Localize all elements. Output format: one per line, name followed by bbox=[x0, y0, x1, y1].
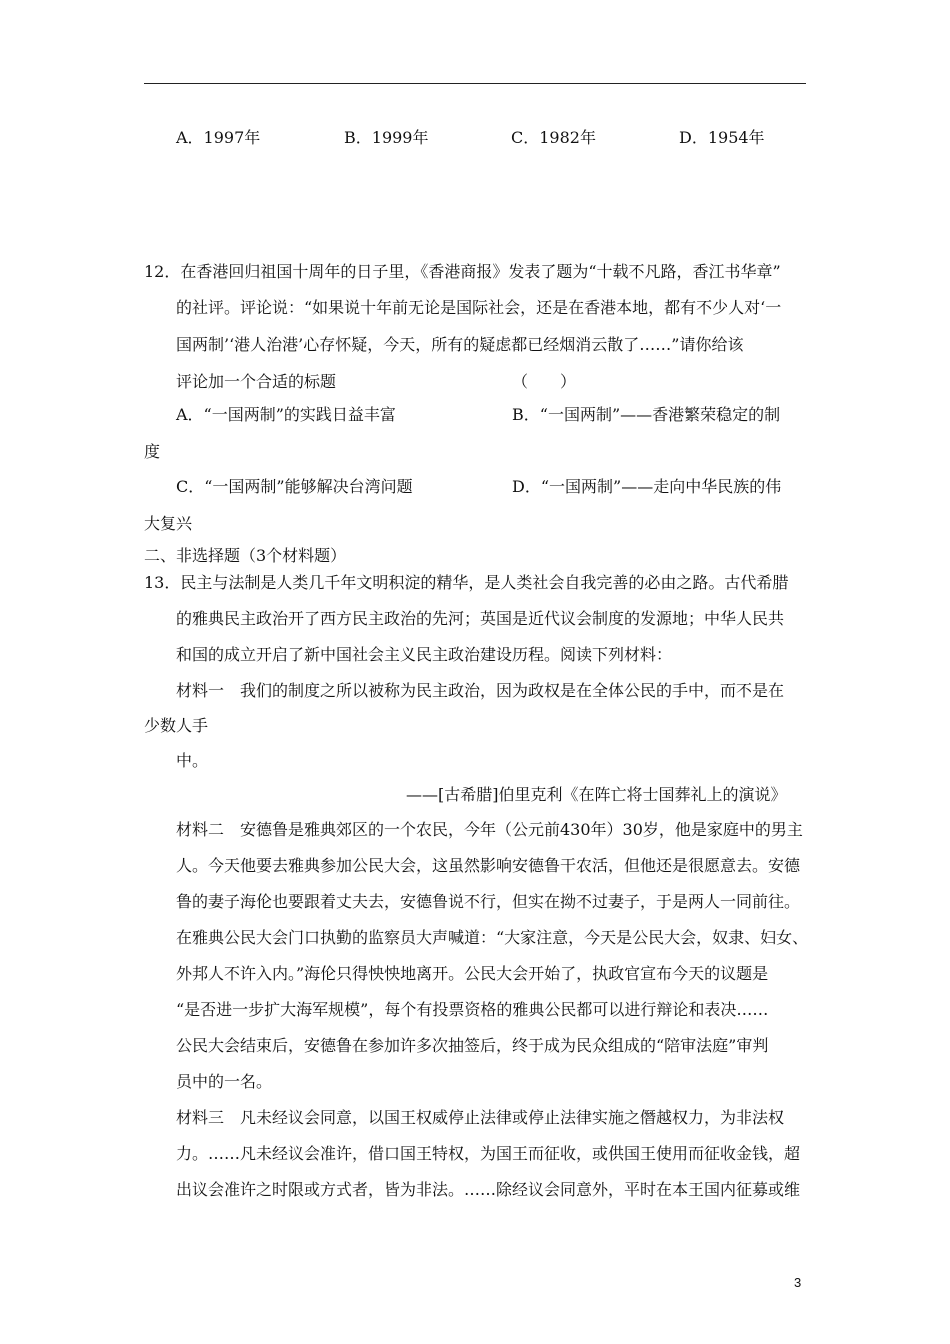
material-2-line: 公民大会结束后，安德鲁在参加许多次抽签后，终于成为民众组成的“陪审法庭”审判 bbox=[176, 1036, 769, 1055]
q11-option-c: C．1982年 bbox=[511, 128, 596, 147]
material-2-line: 外邦人不许入内。”海伦只得怏怏地离开。公民大会开始了，执政官宣布今天的议题是 bbox=[176, 964, 769, 983]
q12-option-a: A．“一国两制”的实践日益丰富 bbox=[176, 405, 396, 424]
q11-option-a: A．1997年 bbox=[176, 128, 261, 147]
q12-option-c: C．“一国两制”能够解决台湾问题 bbox=[176, 477, 413, 496]
q12-stem-line: 国两制’‘港人治港’心存怀疑，今天，所有的疑虑都已经烟消云散了……”请你给该 bbox=[176, 335, 744, 354]
q13-stem-line: 的雅典民主政治开了西方民主政治的先河；英国是近代议会制度的发源地；中华人民共 bbox=[176, 609, 785, 628]
material-2-line: “是否进一步扩大海军规模”，每个有投票资格的雅典公民都可以进行辩论和表决…… bbox=[176, 1000, 769, 1019]
material-1-line: 材料一 我们的制度之所以被称为民主政治，因为政权是在全体公民的手中，而不是在 bbox=[176, 681, 785, 700]
material-1-source: ——[古希腊]伯里克利《在阵亡将士国葬礼上的演说》 bbox=[406, 785, 787, 804]
q12-option-d-continued: 大复兴 bbox=[144, 514, 193, 533]
material-2-line: 在雅典公民大会门口执勤的监察员大声喊道：“大家注意，今天是公民大会，奴隶、妇女、 bbox=[176, 928, 809, 947]
q11-option-d: D．1954年 bbox=[679, 128, 765, 147]
q12-stem-line: 12．在香港回归祖国十周年的日子里，《香港商报》发表了题为“十载不凡路，香江书华章” bbox=[144, 262, 781, 281]
q13-stem-line: 13．民主与法制是人类几千年文明积淀的精华，是人类社会自我完善的必由之路。古代希腊 bbox=[144, 573, 789, 592]
q11-option-b: B．1999年 bbox=[344, 128, 429, 147]
material-1-line: 中。 bbox=[176, 751, 209, 770]
material-3-line: 材料三 凡未经议会同意，以国王权威停止法律或停止法律实施之僭越权力，为非法权 bbox=[176, 1108, 785, 1127]
q12-option-b-continued: 度 bbox=[144, 442, 161, 461]
material-2-line: 人。今天他要去雅典参加公民大会，这虽然影响安德鲁干农活，但他还是很愿意去。安德 bbox=[176, 856, 801, 875]
material-3-line: 力。……凡未经议会准许，借口国王特权，为国王而征收，或供国王使用而征收金钱，超 bbox=[176, 1144, 801, 1163]
page-number: 3 bbox=[794, 1275, 802, 1290]
material-1-line: 少数人手 bbox=[144, 716, 209, 735]
header-rule bbox=[144, 83, 806, 84]
material-3-line: 出议会准许之时限或方式者，皆为非法。……除经议会同意外，平时在本王国内征募或维 bbox=[176, 1180, 801, 1199]
q12-option-b: B．“一国两制”——香港繁荣稳定的制 bbox=[512, 405, 781, 424]
section-title: 二、非选择题（3个材料题） bbox=[144, 546, 347, 565]
material-2-line: 鲁的妻子海伦也要跟着丈夫去，安德鲁说不行，但实在拗不过妻子，于是两人一同前往。 bbox=[176, 892, 801, 911]
q13-stem-line: 和国的成立开启了新中国社会主义民主政治建设历程。阅读下列材料： bbox=[176, 645, 673, 664]
q12-stem-line: 的社评。评论说：“如果说十年前无论是国际社会，还是在香港本地，都有不少人对‘一 bbox=[176, 298, 782, 317]
q12-stem-line: 评论加一个合适的标题 bbox=[176, 372, 337, 391]
material-2-line: 员中的一名。 bbox=[176, 1072, 273, 1091]
material-2-line: 材料二 安德鲁是雅典郊区的一个农民，今年（公元前430年）30岁，他是家庭中的男主 bbox=[176, 820, 803, 839]
q12-option-d: D．“一国两制”——走向中华民族的伟 bbox=[512, 477, 782, 496]
q12-answer-paren: （ ） bbox=[512, 372, 577, 391]
